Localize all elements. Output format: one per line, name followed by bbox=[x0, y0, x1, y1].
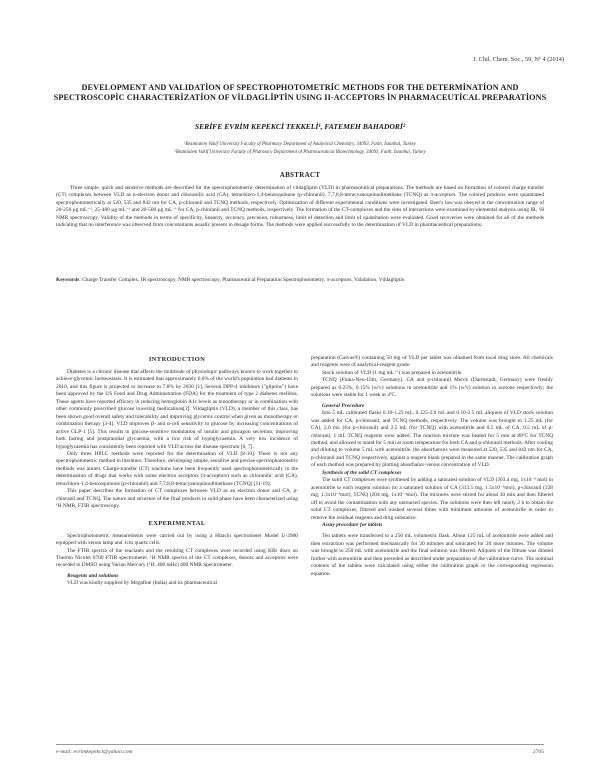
intro-paragraph-1: Diabetes is a chronic disease that affects the multitude of physiologic pathways known to work together to achieve glycemic homeostasis. It is estimated that approximately 6.6% of the world's population had diabetes in 2010, and this figure is projected to increase to 7.8% by 2030 [1]. Several DPP-4 inhibitors ("gliptins") have been approved by the US Food and Drug Administration (FDA) for the treatment of type 2 diabetes mellitus. These agents have reported efficacy in reducing hemoglobin A1c levels as monotherapy or in combination with other commonly prescribed glucose lowering medications[2]. Vildagliptin (VLD), a member of this class, has been shown good overall safety and tolerability and improving glycemic control when given as monotherapy or combination therapy [3-4]. VLD improves β- and α-cell sensitivity to glucose by increasing concentrations of active GLP-1 [5]. This results in glucose-sensitive modulation of insulin and glucagon secretion, improving both fasting and postprandial glycaemia, with a low risk of hypoglycaemia. A very low incidence of hypoglycaemia has consistently been reported with VLD across the disease spectrum [6, 7]. bbox=[56, 369, 298, 450]
intro-paragraph-2: Only three HPLC methods were reported for the determination of VLD [8-10]. There is not any spectrophotometric method in literature. Therefore, developing simple, sensitive and precise spectrophotometric methods was aimed. Charge-transfer (CT) reactions have been frequently used spectrophotometrically in the determination of drugs that works with some electron acceptors (π-acceptors) such as chloranilic acid (CA), tetrachloro-1,4-benzoquinone (p-chloranil) and 7,7,8,8-tetracyanoquinodimethane (TCNQ) [11-19]. bbox=[56, 450, 298, 487]
footer-divider bbox=[56, 744, 544, 745]
experimental-paragraph-1: Spectrophotometric measurements were carried out by using a Hitachi spectrometer Model U-2900 equipped with xenon lamp and 1cm quartz cells. bbox=[56, 532, 298, 547]
affiliations bbox=[48, 141, 552, 158]
journal-citation: J. Chil. Chem. Soc., 59, Nº 4 (2014) bbox=[473, 56, 564, 63]
synthesis-subheading: Synthesis of the solid CT complexes bbox=[322, 469, 402, 476]
right-paragraph-5: The solid CT complexes were synthesed by adding a saturated solution of VLD (303.4 mg, 1x10⁻³ mol) in acetonitrile to each reagent solution (to a saturated solution of CA (313.5 mg, 1.5x10⁻³mol), p-chloranil (328 mg, 1.3x10⁻³mol), TCNQ (204 mg, 1x10⁻³mol). The mixtures were stirred for about 30 min and then filtered off to avoid the contamination with any unreacted species. The solutions were then left nearly 2 h to obtain the solid CT complexes, filtered and washed several times with minimum amounts of acetonitrile in order to remove the residual reagents and drug substance. bbox=[311, 477, 553, 521]
affiliation-1: ¹Bezmialem Vakif University Faculty of Pharmacy Department of Analytical Chemistry, 34093, Fatih, İstanbul, Turkey bbox=[184, 142, 416, 147]
intro-paragraph-3: This paper describes the formation of CT complexes between VLD as an electron donor and CA, p-chloranil and TCNQ. The nature and structure of the final products in solid phase have been characterized using ¹H NMR, FTIR spectroscopy. bbox=[56, 488, 298, 510]
right-paragraph-3: TCNQ (Fluka-Neu-Ulm, Germany), CA and p-chloranil Merck (Darmstadt, Germany) were freshly prepared as 0.25%, 0.15% (w/v) solutions in acetonitrile and 1% (w/v) solution in acetone respectively; the solutions were stable for 1 week at 4ºC. bbox=[311, 377, 553, 399]
assay-subheading: Assay procedure for tablets bbox=[322, 521, 383, 528]
abstract-heading: ABSTRACT bbox=[279, 171, 321, 179]
right-paragraph-1: preparation (Galvus®) containing 50 mg of VLD per tablet was obtained from local drug store. All chemicals and reagents were of analytical-reagent grade. bbox=[311, 355, 553, 369]
introduction-heading: INTRODUCTION bbox=[148, 356, 206, 363]
keywords bbox=[56, 277, 544, 284]
reagents-subheading: Reagents and solutions bbox=[67, 572, 119, 579]
page-number: 2705 bbox=[532, 749, 544, 755]
experimental-heading: EXPERIMENTAL bbox=[148, 519, 206, 527]
author-list: SERİFE EVRİM KEPEKCİ TEKKELİ¹, FATEMEH BAHADORİ² bbox=[194, 122, 406, 131]
left-column bbox=[56, 355, 298, 588]
general-procedure-subheading: General Procedure bbox=[322, 402, 365, 409]
experimental-paragraph-2: The FTIR spectra of the reactants and the resulting CT complexes were recorded using KBr discs on Thermo Nicolet 6700 FTIR spectrometer. ¹H NMR spectra of the CT complexes, donors and acceptors were recorded in DMSO using Varian Mercury (¹H: 400 mHz) 400 NMR Spectrometer. bbox=[56, 547, 298, 569]
corresponding-email: e-mail: evrimkepekci@yahoo.com bbox=[56, 749, 133, 755]
keywords-text: : Charge Transfer Complex, IR spectroscopy, NMR spectroscopy, Pharmaceutical Preparation Spectrophotometry, π-acceptors, Validation, Vildagliptin bbox=[79, 277, 405, 283]
abstract-text: Three simple, quick and sensitive methods are described for the spectrophotometric determination of vildagliptin (VLD) in pharmaceutical preparations. The methods are based on formation of colored charge transfer (CT) complexes between VLD as n-electron donor and chloranilic acid (CA), tetrachloro-1,4-benzoquinone (p-chloranil), 7,7,8,8-tetracyanoquinodimethane (TCNQ) as π-acceptors. The colored products were quantitated spectrophotometrically at 520, 535 and 842 nm for CA, p-chloranil and TCNQ methods, respectively. Optimization of different experimental conditions were investigated. Beer's law was obeyed in the concentration range of 20-250 µg mL⁻¹, 25-400 µg mL⁻¹ and 20-500 µg mL⁻¹ for CA, p-chloranil and TCNQ methods, respectively. The formation of the CT-complexes and the sites of interactions were examined by elemental analysis using IR, ¹H NMR spectroscopy. Validity of the methods in terms of specificity, linearity, accuracy, precision, robustness, limit of detection and limit of quantitation were evaluated. Good recoveries were obtained for all of the methods indicating that no interference was observed from concomitants usually present in dosage forms. The methods were applied successfully to the determination of VLD in pharmaceutical preparations. bbox=[56, 185, 544, 229]
experimental-paragraph-3: VLD was kindly supplied by Megafine (India) and its pharmaceutical bbox=[67, 580, 218, 587]
right-paragraph-2: Stock solution of VLD (1 mg mL⁻¹) was prepared in acetonitrile. bbox=[322, 369, 463, 376]
paper-title: DEVELOPMENT AND VALIDATİON OF SPECTROPHOTOMETRİC METHODS FOR THE DETERMİNATİON AND SPECTROSCOPİC CHARACTERİZATİON OF VİLDAGLİPTİN USING II-ACCEPTORS İN PHARMACEUTİCAL PREPARATİONS bbox=[53, 83, 547, 103]
right-column bbox=[311, 355, 553, 578]
keywords-label: Keywords bbox=[56, 277, 80, 283]
right-paragraph-6: Ten tablets were transferred to a 250 mL volumetric flask. About 125 mL of acetonitrile were added and then extraction was performed mechanically for 20 minutes and sonicated for 20 more minutes. The volume was brought to 250 mL with acetonitrile and the final solution was filtered. Aliquots of the filtrate was diluted further with acetonitrile and then preceded as described under preparation of the calibration curve. The nominal contents of the tablets were calculated using either the calibration graph or the corresponding regression equation. bbox=[311, 533, 553, 577]
affiliation-2: ²Bezmialem Vakif University Faculty of Pharmacy Department of Pharmaceutical Biotechnology, 34093, Fatih, İstanbul, Turkey bbox=[174, 150, 426, 156]
right-paragraph-4: Into 5 mL calibrated flasks 0.10-1.25 mL, 0.125-2.0 mL and 0.10-2.5 mL aliquots of VLD stock solution was added for CA, p-chloranil, and TCNQ methods, respectively. The volume was brought to 1.25 mL (for CA), 2.0 mL (for p-chloranil) and 2.5 mL (for TCNQ) with acetonitrile and 0.5 mL of CA, 0.5 mL of p-chloranil, 1 mL TCNQ reagents were added. The reaction mixture was heated for 5 min at 80ºC for TCNQ method, and allowed to stand for 5 min at room temperature for both CA and p-chloranil methods. After cooling and diluting to volume 5 mL with acetonitrile, the absorbances were measured at 520, 535 and 842 nm for CA, p-chloranil and TCNQ respectively, against a reagent blank prepared in the same manner. The calibration graph of each method was prepared by plotting absorbance versus concentration of VLD. bbox=[311, 410, 553, 469]
